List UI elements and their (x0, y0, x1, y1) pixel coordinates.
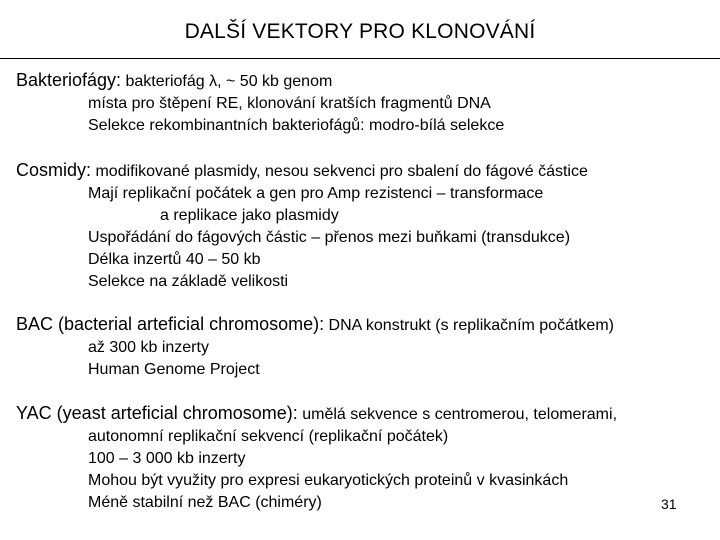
detail-line: autonomní replikační sekvencí (replikační počátek) (88, 428, 449, 445)
slide-title: DALŠÍ VEKTORY PRO KLONOVÁNÍ (184, 20, 536, 43)
term-label: Cosmidy: (16, 160, 92, 180)
section-yac (16, 402, 617, 514)
page-number: 31 (661, 496, 677, 512)
detail-line: Mohou být využity pro expresi eukaryotických proteinů v kvasinkách (88, 472, 569, 489)
detail-line: místa pro štěpení RE, klonování kratších fragmentů DNA (88, 95, 491, 112)
section-bacteriophage (16, 69, 504, 137)
title-divider (0, 58, 720, 59)
section-heading (16, 69, 504, 93)
section-heading (16, 402, 617, 426)
detail-line: Délka inzertů 40 – 50 kb (88, 251, 261, 268)
detail-line: až 300 kb inzerty (88, 339, 209, 356)
detail-line: Human Genome Project (88, 361, 260, 378)
term-description: DNA konstrukt (s replikačním počátkem) (324, 317, 614, 334)
section-cosmid (16, 159, 588, 293)
term-label: BAC (bacterial arteficial chromosome): (16, 314, 325, 334)
term-description: umělá sekvence s centromerou, telomerami, (297, 406, 618, 423)
term-description: modifikované plasmidy, nesou sekvenci pro sbalení do fágové částice (91, 163, 588, 180)
detail-line: Mají replikační počátek a gen pro Amp rezistenci – transformace (88, 185, 544, 202)
term-label: Bakteriofágy: (16, 70, 122, 90)
section-bac (16, 313, 614, 381)
detail-line: Méně stabilní než BAC (chiméry) (88, 494, 322, 511)
section-heading (16, 159, 588, 183)
detail-line: Selekce na základě velikosti (88, 273, 289, 290)
term-description: bakteriofág λ, ~ 50 kb genom (121, 73, 333, 90)
detail-line: 100 – 3 000 kb inzerty (88, 450, 246, 467)
detail-line: Selekce rekombinantních bakteriofágů: modro-bílá selekce (88, 117, 505, 134)
section-heading (16, 313, 614, 337)
detail-line: a replikace jako plasmidy (160, 207, 339, 224)
detail-line: Uspořádání do fágových částic – přenos mezi buňkami (transdukce) (88, 229, 571, 246)
term-label: YAC (yeast arteficial chromosome): (16, 403, 298, 423)
